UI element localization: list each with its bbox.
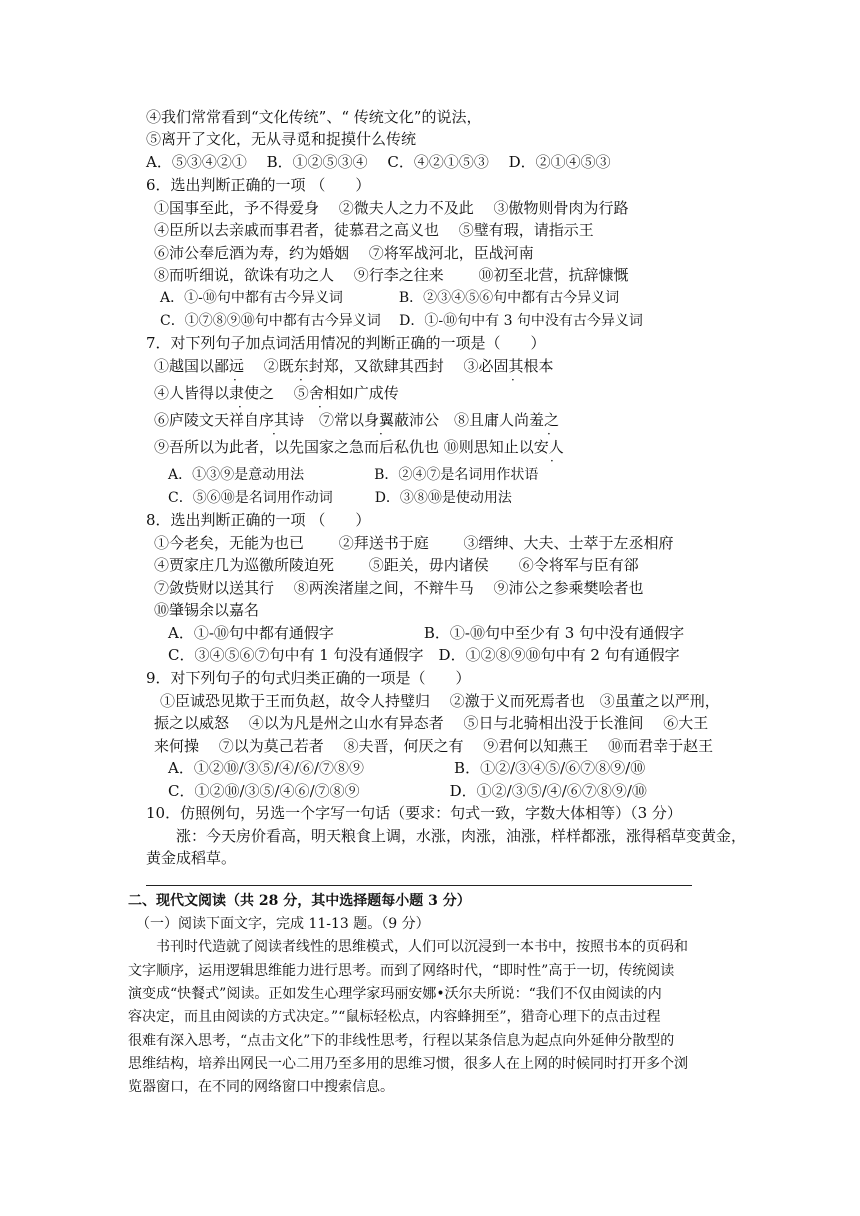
q9-options-cd: C．①②⑩/③⑤/④⑥/⑦⑧⑨ D．①②/③⑤/④/⑥⑦⑧⑨/⑩	[168, 782, 647, 800]
q5-options: A．⑤③④②① B．①②⑤③④ C．④②①⑤③ D．②①④⑤③	[146, 153, 611, 171]
q6-line-3: ⑥沛公奉卮酒为寿，约为婚姻 ⑦将军战河北，臣战河南	[154, 244, 534, 262]
q5-item-5: ⑤离开了文化，无从寻觅和捉摸什么传统	[146, 130, 417, 148]
q6-line-1: ①国事至此，予不得爱身 ②微夫人之力不及此 ③傲物则骨肉为行路	[154, 199, 629, 217]
q7-line-4: ⑨吾所以为此者，以先国家之急而后私仇也 ⑩则思知止以安人	[154, 438, 564, 456]
emphasis-dot: ·	[233, 373, 237, 387]
section-2-title: 二、现代文阅读（共 28 分，其中选择题每小题 3 分）	[128, 893, 471, 909]
q6-stem: 6．选出判断正确的一项 （ ）	[146, 176, 371, 194]
passage-line-5: 很难有深入思考，“点击文化”下的非线性思考，行程以某条信息为起点向外延伸分散型的	[128, 1033, 675, 1049]
emphasis-dot: ·	[318, 400, 322, 414]
q6-options-ab: A．①-⑩句中都有古今异义词 B．②③④⑤⑥句中都有古今异义词	[160, 290, 620, 306]
emphasis-dot: ·	[379, 427, 383, 441]
q6-options-cd: C．①⑦⑧⑨⑩句中都有古今异义词 D．①-⑩句中有 3 句中没有古今异义词	[160, 313, 643, 329]
passage-line-7: 览器窗口，在不同的网络窗口中搜索信息。	[128, 1079, 394, 1095]
q9-line-3: 来何操 ⑦以为莫己若者 ⑧夫晋，何厌之有 ⑨君何以知燕王 ⑩而君幸于赵王	[154, 737, 714, 755]
emphasis-dot: ·	[550, 454, 554, 468]
q8-line-1: ①今老矣，无能为也已 ②拜送书于庭 ③缙绅、大夫、士萃于左丞相府	[154, 534, 674, 552]
q7-line-2: ④人皆得以隶使之 ⑤舍相如广成传	[154, 384, 399, 402]
passage-line-4: 容决定，而且由阅读的方式决定。”“鼠标轻松点，内容蜂拥至”，猎奇心理下的点击过程	[128, 1009, 661, 1025]
section-2-subtitle: （一）阅读下面文字，完成 11-13 题。（9 分）	[136, 916, 430, 932]
emphasis-dot: ·	[299, 373, 303, 387]
q8-options-cd: C．③④⑤⑥⑦句中有 1 句没有通假字 D．①②⑧⑨⑩句中有 2 句有通假字	[168, 646, 680, 664]
q7-line-1: ①越国以鄙远 ②既东封郑，又欲肆其西封 ③必固其根本	[154, 357, 554, 375]
emphasis-dot: ·	[547, 427, 551, 441]
emphasis-dot: ·	[272, 427, 276, 441]
q9-line-2: 振之以威怒 ④以为凡是州之山水有异态者 ⑤日与北骑相出没于长淮间 ⑥大王	[154, 714, 709, 732]
q6-line-2: ④臣所以去亲戚而事君者，徒慕君之高义也 ⑤璧有瑕，请指示王	[154, 221, 594, 239]
q7-stem: 7．对下列句子加点词活用情况的判断正确的一项是（ ）	[146, 334, 546, 352]
q10-example-line-1: 涨：今天房价看高，明天粮食上调，水涨，肉涨，油涨，样样都涨，涨得稻草变黄金，	[176, 827, 747, 845]
section-divider	[146, 885, 692, 886]
q10-example-line-2: 黄金成稻草。	[146, 849, 237, 867]
passage-line-3: 演变成“快餐式”阅读。正如发生心理学家玛丽安娜•沃尔夫所说：“我们不仅由阅读的内	[128, 986, 662, 1002]
q7-line-3: ⑥庐陵文天祥自序其诗 ⑦常以身翼蔽沛公 ⑧且庸人尚羞之	[154, 411, 560, 429]
q7-options-ab: A．①③⑨是意动用法 B．②④⑦是名词用作状语	[168, 467, 539, 483]
q5-item-4: ④我们常常看到“文化传统”、“ 传统文化”的说法，	[146, 108, 482, 126]
passage-line-6: 思维结构，培养出网民一心二用乃至多用的思维习惯，很多人在上网的时候同时打开多个浏	[128, 1056, 688, 1072]
q6-line-4: ⑧而听细说，欲诛有功之人 ⑨行李之往来 ⑩初至北营，抗辞慷慨	[154, 266, 629, 284]
passage-line-2: 文字顺序，运用逻辑思维能力进行思考。而到了网络时代，“即时性”高于一切，传统阅读	[128, 963, 675, 979]
q10-stem: 10．仿照例句，另选一个字写一句话（要求：句式一致，字数大体相等）（3 分）	[146, 804, 682, 822]
q9-options-ab: A．①②⑩/③⑤/④/⑥/⑦⑧⑨ B．①②/③④⑤/⑥⑦⑧⑨/⑩	[168, 759, 646, 777]
emphasis-dot: ·	[511, 373, 515, 387]
passage-line-1: 书刊时代造就了阅读者线性的思维模式，人们可以沉浸到一本书中，按照书本的页码和	[156, 939, 688, 955]
q9-line-1: ①臣诚恐见欺于王而负赵，故令人持璧归 ②激于义而死焉者也 ③虽董之以严刑，	[160, 692, 720, 710]
emphasis-dot: ·	[238, 400, 242, 414]
q7-options-cd: C．⑤⑥⑩是名词用作动词 D．③⑧⑩是使动用法	[168, 490, 512, 506]
q8-stem: 8．选出判断正确的一项 （ ）	[146, 511, 371, 529]
q8-line-2: ④贾家庄几为巡徼所陵迫死 ⑤距关，毋内诸侯 ⑥令将军与臣有郤	[154, 556, 639, 574]
q9-stem: 9．对下列句子的句式归类正确的一项是（ ）	[146, 669, 471, 687]
q8-line-4: ⑩肇锡余以嘉名	[154, 601, 260, 619]
q8-line-3: ⑦敛赀财以送其行 ⑧两涘渚崖之间，不辩牛马 ⑨沛公之参乘樊哙者也	[154, 579, 644, 597]
q8-options-ab: A．①-⑩句中都有通假字 B．①-⑩句中至少有 3 句中没有通假字	[168, 624, 685, 642]
